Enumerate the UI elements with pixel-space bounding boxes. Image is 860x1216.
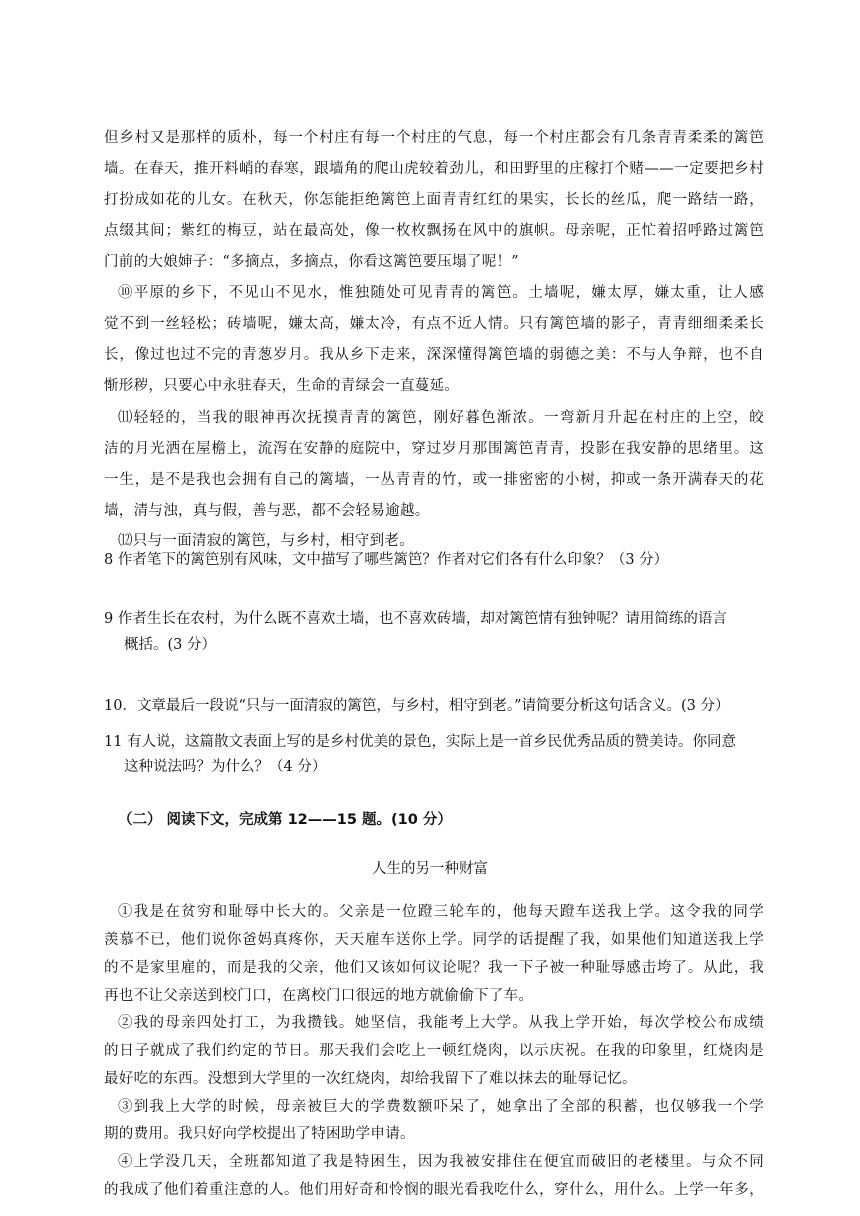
passage1-line: 但乡村又是那样的质朴，每一个村庄有每一个村庄的气息，每一个村庄都会有几条青青柔柔的篱笆 xyxy=(104,130,764,146)
article-title: 人生的另一种财富 xyxy=(372,860,488,877)
question-11: 11 有人说，这篇散文表面上写的是乡村优美的景色，实际上是一首乡民优秀品质的赞美诗。你同意 xyxy=(104,734,737,751)
question-10: 10．文章最后一段说“只与一面清寂的篱笆，与乡村，相守到老。”请简要分析这句话含义。(3 分） xyxy=(104,698,730,715)
passage2-line: 的不是家里雇的，而是我的父亲，他们又该如何议论呢？我一下子被一种耻辱感击垮了。从此，我 xyxy=(104,959,764,976)
passage1-line: 一生，是不是我也会拥有自己的篱墙，一丛青青的竹，或一排密密的小树，抑或一条开满春天的花 xyxy=(104,472,764,488)
paragraph-2-start: ②我的母亲四处打工，为我攒钱。她坚信，我能考上大学。从我上学开始，每次学校公布成绩 xyxy=(118,1015,764,1032)
passage2-line: 再也不让父亲送到校门口，在离校门口很远的地方就偷偷下了车。 xyxy=(104,987,534,1004)
question-11-continued: 这种说法吗？为什么？（4 分） xyxy=(124,759,327,776)
passage1-line: 惭形秽，只要心中永驻春天，生命的青绿会一直蔓延。 xyxy=(104,378,460,394)
question-9: 9 作者生长在农村，为什么既不喜欢土墙，也不喜欢砖墙，却对篱笆情有独钟呢？请用简练的语言 xyxy=(104,610,727,627)
paragraph-4-start: ④上学没几天，全班都知道了我是特困生，因为我被安排住在便宜而破旧的老楼里。与众不同 xyxy=(118,1154,764,1171)
question-8: 8 作者笔下的篱笆别有风味，文中描写了哪些篱笆？作者对它们各有什么印象？（3 分） xyxy=(104,551,669,568)
passage2-line: 的日子就成了我们约定的节日。那天我们会吃上一顿红烧肉，以示庆祝。在我的印象里，红烧肉是 xyxy=(104,1043,764,1060)
passage2-line: 最好吃的东西。没想到大学里的一次红烧肉，却给我留下了难以抹去的耻辱记忆。 xyxy=(104,1070,637,1087)
passage2-line: 羡慕不已，他们说你爸妈真疼你，天天雇车送你上学。同学的话提醒了我，如果他们知道送我上学 xyxy=(104,932,764,949)
passage1-line: 觉不到一丝轻松；砖墙呢，嫌太高，嫌太冷，有点不近人情。只有篱笆墙的影子，青青细细柔柔长 xyxy=(104,316,764,332)
paragraph-1-start: ①我是在贫穷和耻辱中长大的。父亲是一位蹬三轮车的，他每天蹬车送我上学。这令我的同学 xyxy=(118,904,764,921)
section-heading: （二） 阅读下文，完成第 12——15 题。(10 分） xyxy=(118,812,452,829)
passage1-line: 门前的大娘婶子：“多摘点，多摘点，你看这篱笆要压塌了呢！” xyxy=(104,254,520,270)
paragraph-10-start: ⑩平原的乡下，不见山不见水，惟独随处可见青青的篱笆。土墙呢，嫌太厚，嫌太重，让人感 xyxy=(118,285,764,301)
passage1-line: 点缀其间；紫红的梅豆，站在最高处，像一枚枚飘扬在风中的旗帜。母亲呢，正忙着招呼路过篱笆 xyxy=(104,223,764,239)
passage1-line: 打扮成如花的儿女。在秋天，你怎能拒绝篱笆上面青青红红的果实，长长的丝瓜，爬一路结一路， xyxy=(104,192,764,208)
question-9-continued: 概括。(3 分） xyxy=(124,636,216,653)
passage1-line: 墙。在春天，推开料峭的春寒，跟墙角的爬山虎较着劲儿，和田野里的庄稼打个赌——一定要把乡村 xyxy=(104,161,764,177)
passage1-line: 墙，清与浊，真与假，善与恶，都不会轻易逾越。 xyxy=(104,503,430,519)
paragraph-3-start: ③到我上大学的时候，母亲被巨大的学费数额吓呆了，她拿出了全部的积蓄，也仅够我一个学 xyxy=(118,1098,764,1115)
passage1-line: 洁的月光洒在屋檐上，流泻在安静的庭院中，穿过岁月那围篱笆青青，投影在我安静的思绪里。这 xyxy=(104,441,764,457)
passage2-line: 期的费用。我只好向学校提出了特困助学申请。 xyxy=(104,1126,415,1143)
paragraph-11-start: ⑾轻轻的，当我的眼神再次抚摸青青的篱笆，刚好暮色渐浓。一弯新月升起在村庄的上空，皎 xyxy=(118,410,764,426)
passage1-line: 长，像过也过不完的青葱岁月。我从乡下走来，深深懂得篱笆墙的弱德之美：不与人争辩，也不自 xyxy=(104,347,764,363)
passage2-line: 的我成了他们着重注意的人。他们用好奇和怜悯的眼光看我吃什么，穿什么，用什么。上学一年多， xyxy=(104,1182,764,1198)
paragraph-12: ⑿只与一面清寂的篱笆，与乡村，相守到老。 xyxy=(118,532,414,549)
